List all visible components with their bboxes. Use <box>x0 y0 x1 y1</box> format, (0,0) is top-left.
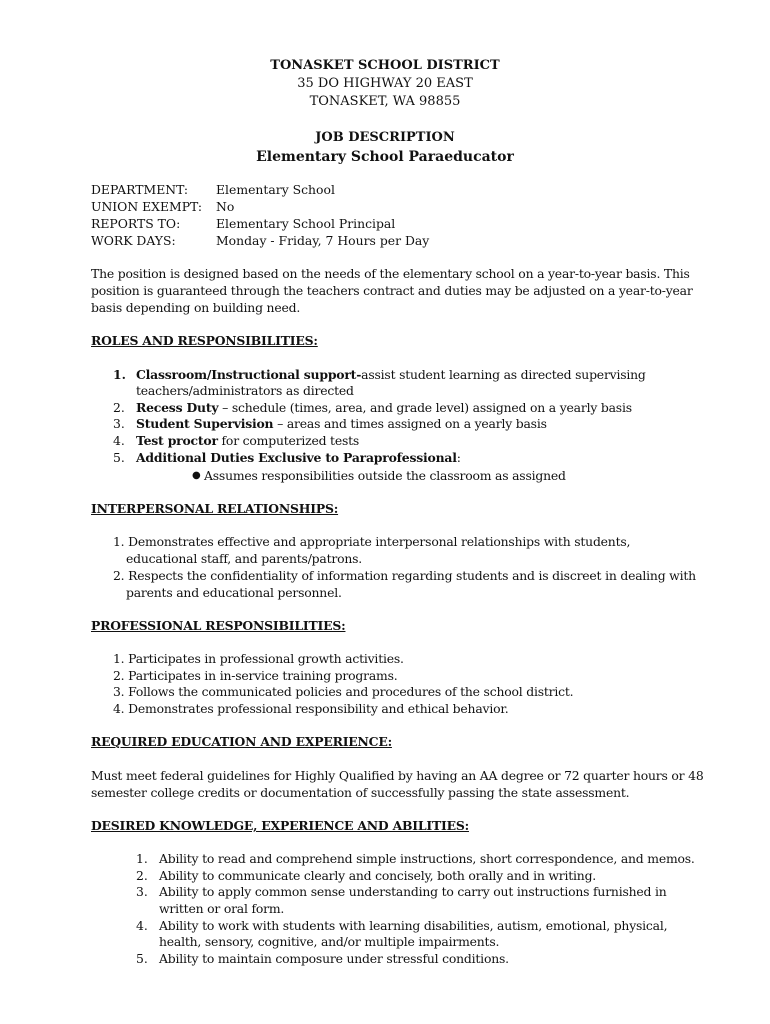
professional-heading: PROFESSIONAL RESPONSIBILITIES: <box>91 618 346 633</box>
desired-number: 2. <box>136 868 148 883</box>
role-bold: Additional Duties Exclusive to Paraprofessional <box>136 450 457 465</box>
professional-line: 3. Follows the communicated policies and procedures of the school district. <box>113 684 574 699</box>
info-label-union: UNION EXEMPT: <box>91 199 203 214</box>
role-item <box>136 449 461 466</box>
info-value-department: Elementary School <box>216 182 335 197</box>
role-number: 1. <box>113 367 126 382</box>
intro-line: basis depending on building need. <box>91 300 301 315</box>
desired-heading: DESIRED KNOWLEDGE, EXPERIENCE AND ABILITIES: <box>91 818 469 833</box>
role-item <box>136 399 632 416</box>
info-label-workdays: WORK DAYS: <box>91 233 176 248</box>
interpersonal-line: educational staff, and parents/patrons. <box>126 551 363 566</box>
role-bold: Student Supervision <box>136 416 274 431</box>
info-label-department: DEPARTMENT: <box>91 182 189 197</box>
education-heading: REQUIRED EDUCATION AND EXPERIENCE: <box>91 734 392 749</box>
role-bold: Classroom/Instructional support- <box>136 367 362 382</box>
role-number: 3. <box>113 416 125 431</box>
desired-item-cont: health, sensory, cognitive, and/or multiple impairments. <box>159 934 500 949</box>
district-name: TONASKET SCHOOL DISTRICT <box>270 58 500 73</box>
desired-number: 4. <box>136 918 148 933</box>
job-title: Elementary School Paraeducator <box>256 149 514 165</box>
info-value-reports: Elementary School Principal <box>216 216 396 231</box>
role-number: 2. <box>113 400 125 415</box>
desired-item: Ability to apply common sense understanding to carry out instructions furnished in <box>159 884 667 899</box>
interpersonal-heading: INTERPERSONAL RELATIONSHIPS: <box>91 501 339 516</box>
interpersonal-line: 1. Demonstrates effective and appropriate interpersonal relationships with students, <box>113 534 631 549</box>
professional-line: 2. Participates in in-service training programs. <box>113 668 398 683</box>
role-text: – schedule (times, area, and grade level) assigned on a yearly basis <box>218 400 632 415</box>
desired-item: Ability to maintain composure under stressful conditions. <box>159 951 509 966</box>
info-label-reports: REPORTS TO: <box>91 216 181 231</box>
role-bold: Recess Duty <box>136 400 219 415</box>
role-number: 5. <box>113 450 125 465</box>
role-item <box>136 415 547 432</box>
role-item <box>136 432 359 449</box>
desired-item-cont: written or oral form. <box>159 901 285 916</box>
desired-item: Ability to read and comprehend simple instructions, short correspondence, and memos. <box>159 851 695 866</box>
desired-number: 3. <box>136 884 148 899</box>
role-text: – areas and times assigned on a yearly basis <box>273 416 547 431</box>
address-line-1: 35 DO HIGHWAY 20 EAST <box>297 76 473 91</box>
role-item <box>136 366 646 383</box>
role-number: 4. <box>113 433 125 448</box>
interpersonal-line: 2. Respects the confidentiality of information regarding students and is discreet in dealing with <box>113 568 696 583</box>
education-line: Must meet federal guidelines for Highly Qualified by having an AA degree or 72 quarter hours or 48 <box>91 768 704 783</box>
info-value-workdays: Monday - Friday, 7 Hours per Day <box>216 233 430 248</box>
bullet-dot-icon: ● <box>192 470 201 481</box>
doc-type: JOB DESCRIPTION <box>315 130 455 145</box>
role-text: for computerized tests <box>217 433 360 448</box>
desired-number: 1. <box>136 851 148 866</box>
professional-line: 4. Demonstrates professional responsibility and ethical behavior. <box>113 701 509 716</box>
info-value-union: No <box>216 199 235 214</box>
address-line-2: TONASKET, WA 98855 <box>309 94 461 109</box>
role-text: : <box>456 450 461 465</box>
interpersonal-line: parents and educational personnel. <box>126 585 342 600</box>
intro-line: position is guaranteed through the teachers contract and duties may be adjusted on a year-to-year <box>91 283 693 298</box>
role-bold: Test proctor <box>136 433 218 448</box>
desired-number: 5. <box>136 951 148 966</box>
desired-item: Ability to work with students with learning disabilities, autism, emotional, physical, <box>159 918 668 933</box>
roles-heading: ROLES AND RESPONSIBILITIES: <box>91 333 318 348</box>
role-item-cont: teachers/administrators as directed <box>136 383 354 398</box>
role-bullet-text: Assumes responsibilities outside the classroom as assigned <box>204 468 566 483</box>
role-text: assist student learning as directed supervising <box>361 367 646 382</box>
desired-item: Ability to communicate clearly and concisely, both orally and in writing. <box>159 868 597 883</box>
professional-line: 1. Participates in professional growth activities. <box>113 651 404 666</box>
education-line: semester college credits or documentation of successfully passing the state assessment. <box>91 785 630 800</box>
intro-line: The position is designed based on the needs of the elementary school on a year-to-year basis. This <box>91 266 690 281</box>
